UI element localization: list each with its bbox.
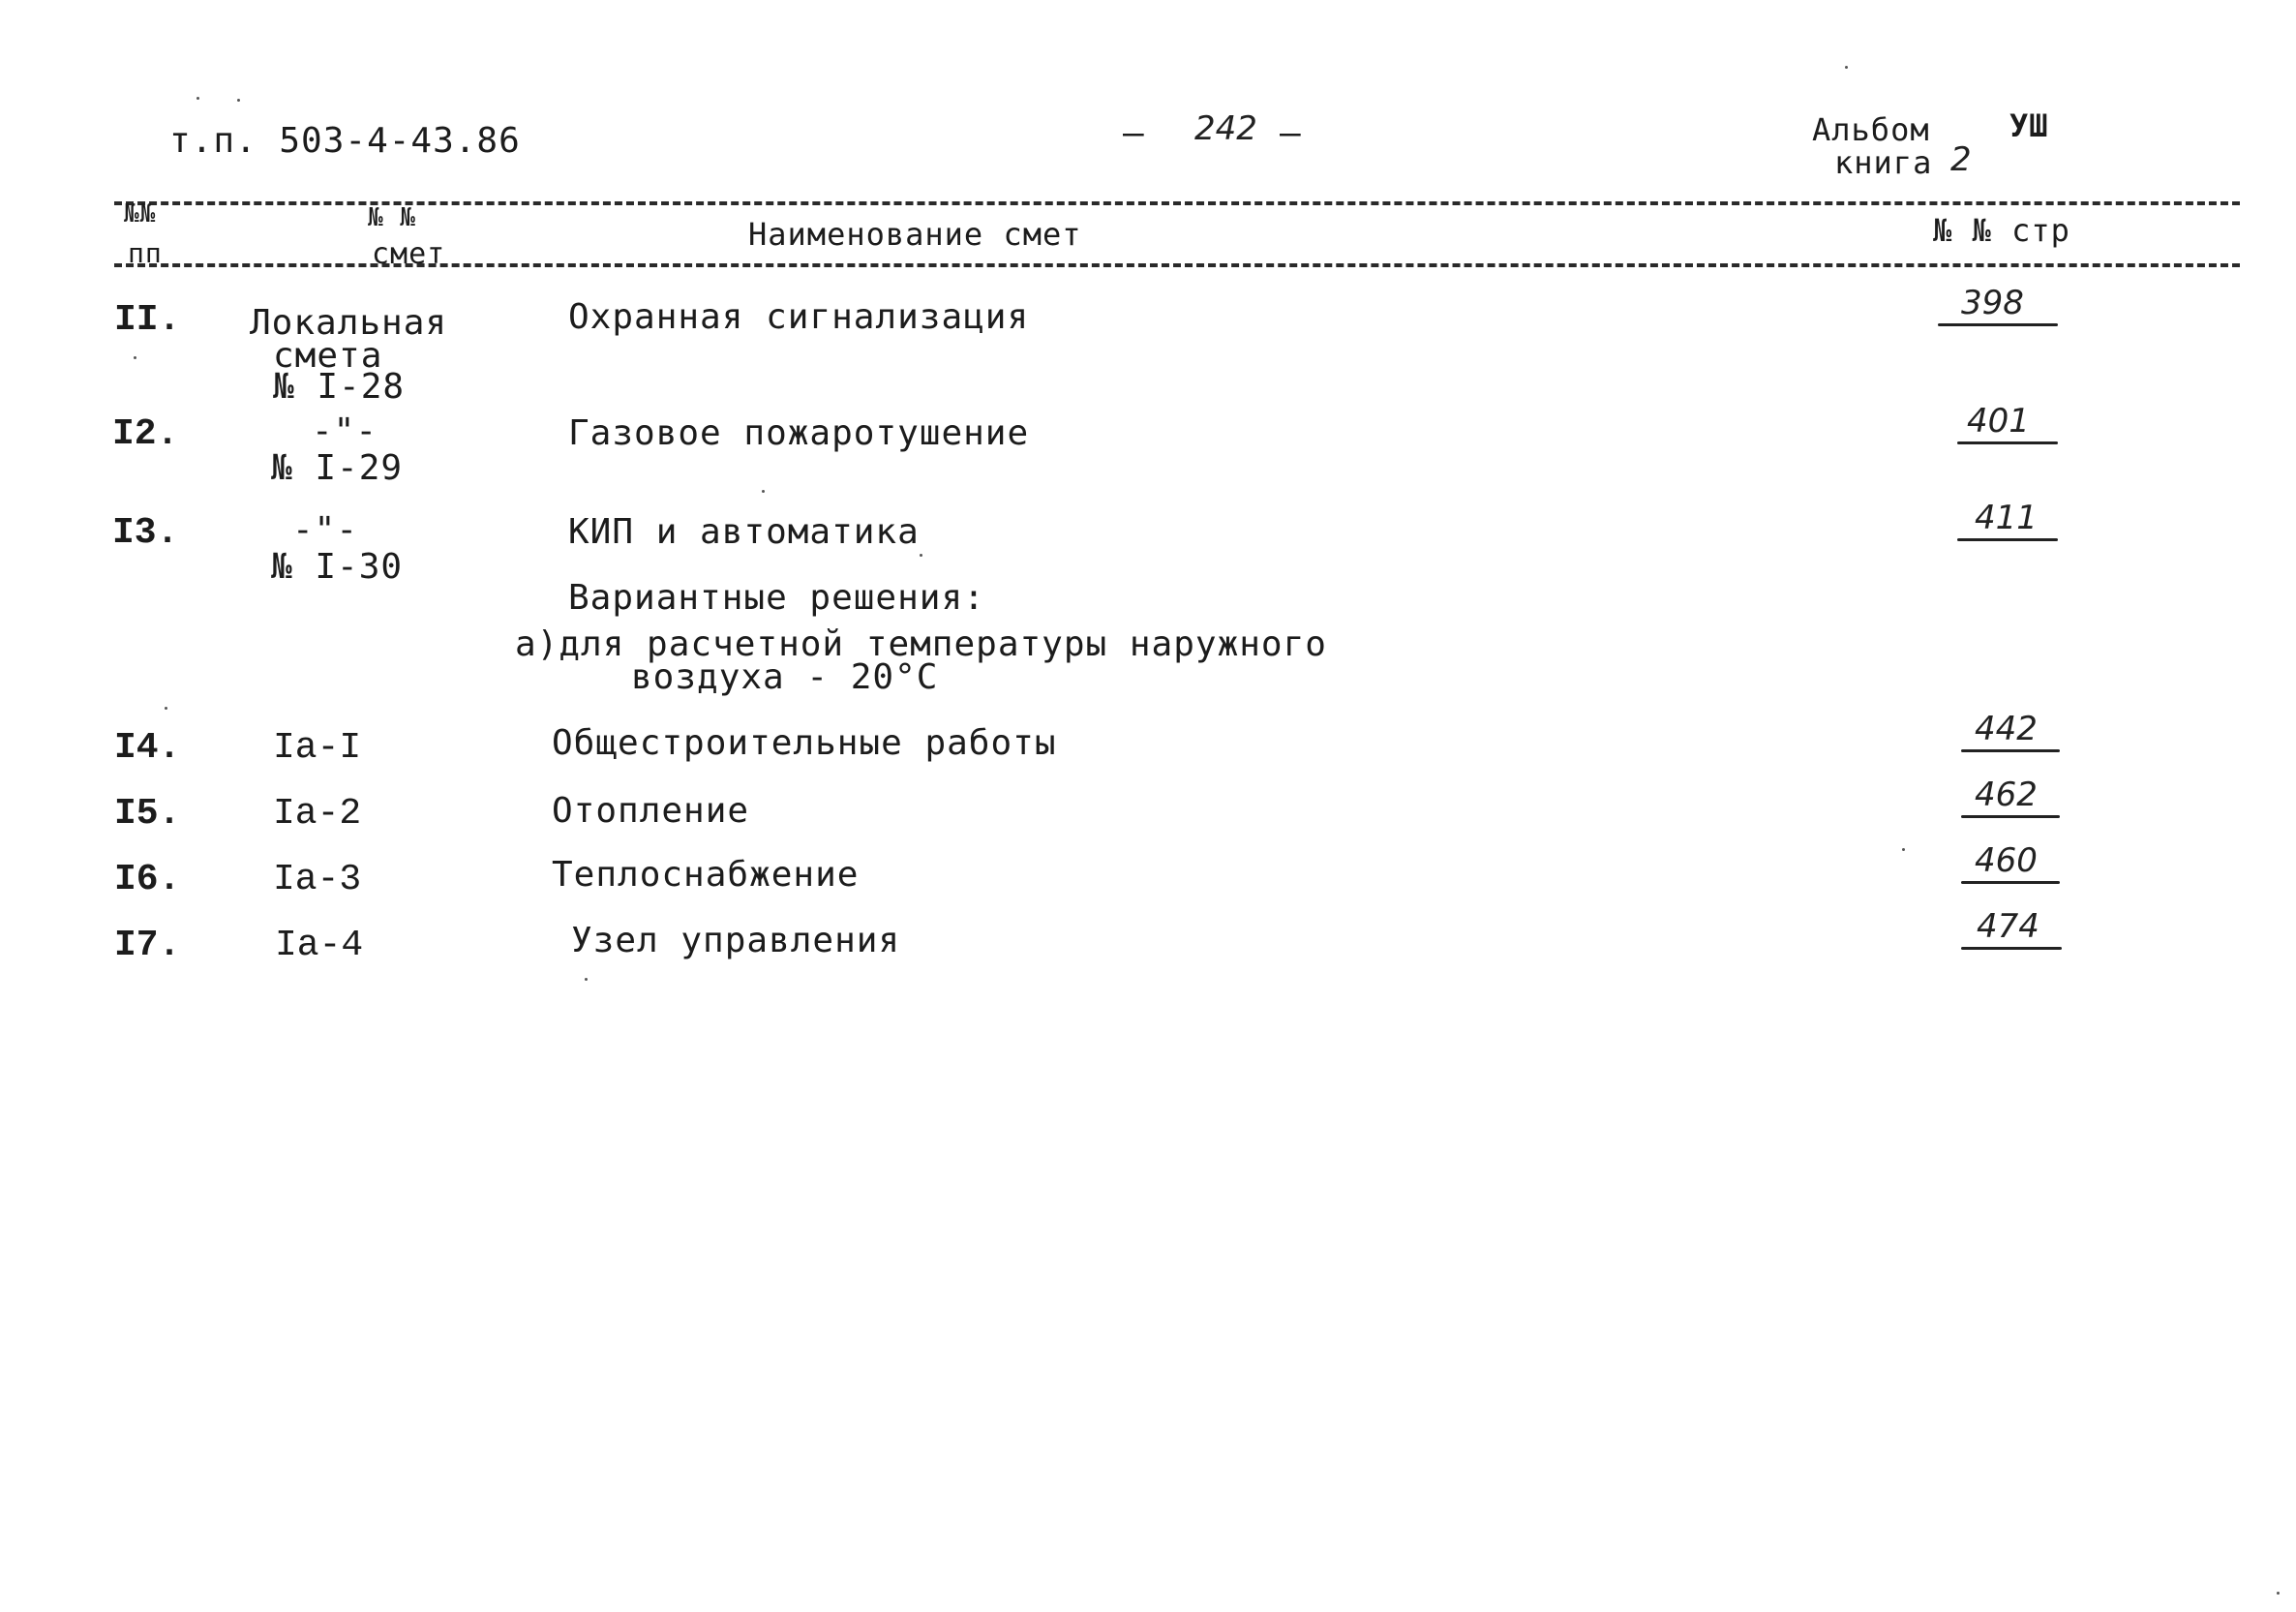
column-estimate-top: № №: [368, 203, 416, 232]
page-ref: 462: [1975, 776, 2038, 814]
scan-speck: [134, 356, 136, 359]
estimate-ref-line: -"-: [292, 510, 359, 550]
estimate-name: Охранная сигнализация: [568, 297, 1030, 337]
estimate-name: Газовое пожаротушение: [568, 413, 1030, 453]
book-label: книга: [1834, 144, 1933, 181]
row-number: I7.: [114, 925, 181, 966]
page-dash-left: –: [1123, 113, 1145, 153]
scan-speck: [2277, 1592, 2280, 1595]
estimate-ref: Ia-4: [275, 925, 364, 966]
variants-heading: Вариантные решения:: [568, 578, 985, 618]
page-ref-underline: [1961, 749, 2060, 752]
row-number: I2.: [112, 413, 179, 455]
scan-speck: [920, 554, 922, 557]
scan-speck: [1845, 66, 1848, 69]
estimate-ref-line: № I-28: [273, 367, 406, 407]
column-name-header: Наименование смет: [748, 216, 1082, 253]
variants-subheading: а)для расчетной температуры наружного: [515, 624, 1327, 664]
estimate-name: Отопление: [552, 791, 750, 831]
estimate-ref-line: № I-30: [271, 547, 404, 587]
document-code: т.п. 503-4-43.86: [169, 121, 521, 161]
estimate-ref-line: № I-29: [271, 448, 404, 488]
scan-speck: [237, 99, 240, 102]
book-number: 2: [1950, 140, 1972, 179]
scan-speck: [1902, 848, 1905, 851]
row-number: I4.: [114, 727, 181, 769]
row-number: II.: [114, 299, 181, 341]
estimate-ref-line: смета: [273, 336, 383, 376]
row-number: I5.: [114, 793, 181, 835]
estimate-ref: Ia-2: [273, 793, 362, 835]
variants-subheading: воздуха - 20°C: [631, 657, 939, 697]
page-ref-underline: [1961, 947, 2062, 950]
page-ref: 474: [1977, 907, 2039, 946]
scan-speck: [585, 978, 588, 981]
header-rule-top: [114, 201, 2240, 205]
page-ref-underline: [1938, 323, 2058, 326]
scan-speck: [762, 490, 765, 493]
column-no-bottom: пп: [128, 237, 163, 269]
page-ref: 398: [1961, 284, 2024, 322]
page-ref-underline: [1957, 441, 2058, 444]
page-ref-underline: [1957, 538, 2058, 541]
row-number: I6.: [114, 859, 181, 900]
estimate-ref-line: -"-: [312, 411, 378, 451]
page-ref-underline: [1961, 881, 2060, 884]
page-ref-underline: [1961, 815, 2060, 818]
album-label: Альбом: [1812, 111, 1930, 148]
page-number: 242: [1194, 109, 1257, 148]
column-no-top: №№: [124, 199, 157, 228]
page-ref: 460: [1975, 841, 2038, 880]
page-dash-right: –: [1280, 113, 1302, 153]
estimate-name: КИП и автоматика: [568, 512, 920, 552]
estimate-ref: Ia-3: [273, 859, 362, 900]
estimate-ref-line: Локальная: [250, 303, 448, 343]
page-ref: 442: [1975, 710, 2038, 748]
scan-speck: [165, 707, 167, 710]
estimate-ref: Ia-I: [273, 727, 362, 769]
estimate-name: Теплоснабжение: [552, 855, 860, 895]
estimate-name: Общестроительные работы: [552, 723, 1057, 763]
column-estimate-bottom: смет: [372, 237, 446, 271]
page-ref: 401: [1967, 402, 2030, 441]
header-rule-bottom: [114, 263, 2240, 267]
scan-speck: [196, 97, 199, 100]
column-pages-header: № № стр: [1933, 212, 2070, 249]
estimate-name: Узел управления: [571, 921, 901, 960]
album-number: УШ: [2009, 107, 2049, 144]
row-number: I3.: [112, 512, 179, 554]
page-ref: 411: [1975, 499, 2038, 537]
